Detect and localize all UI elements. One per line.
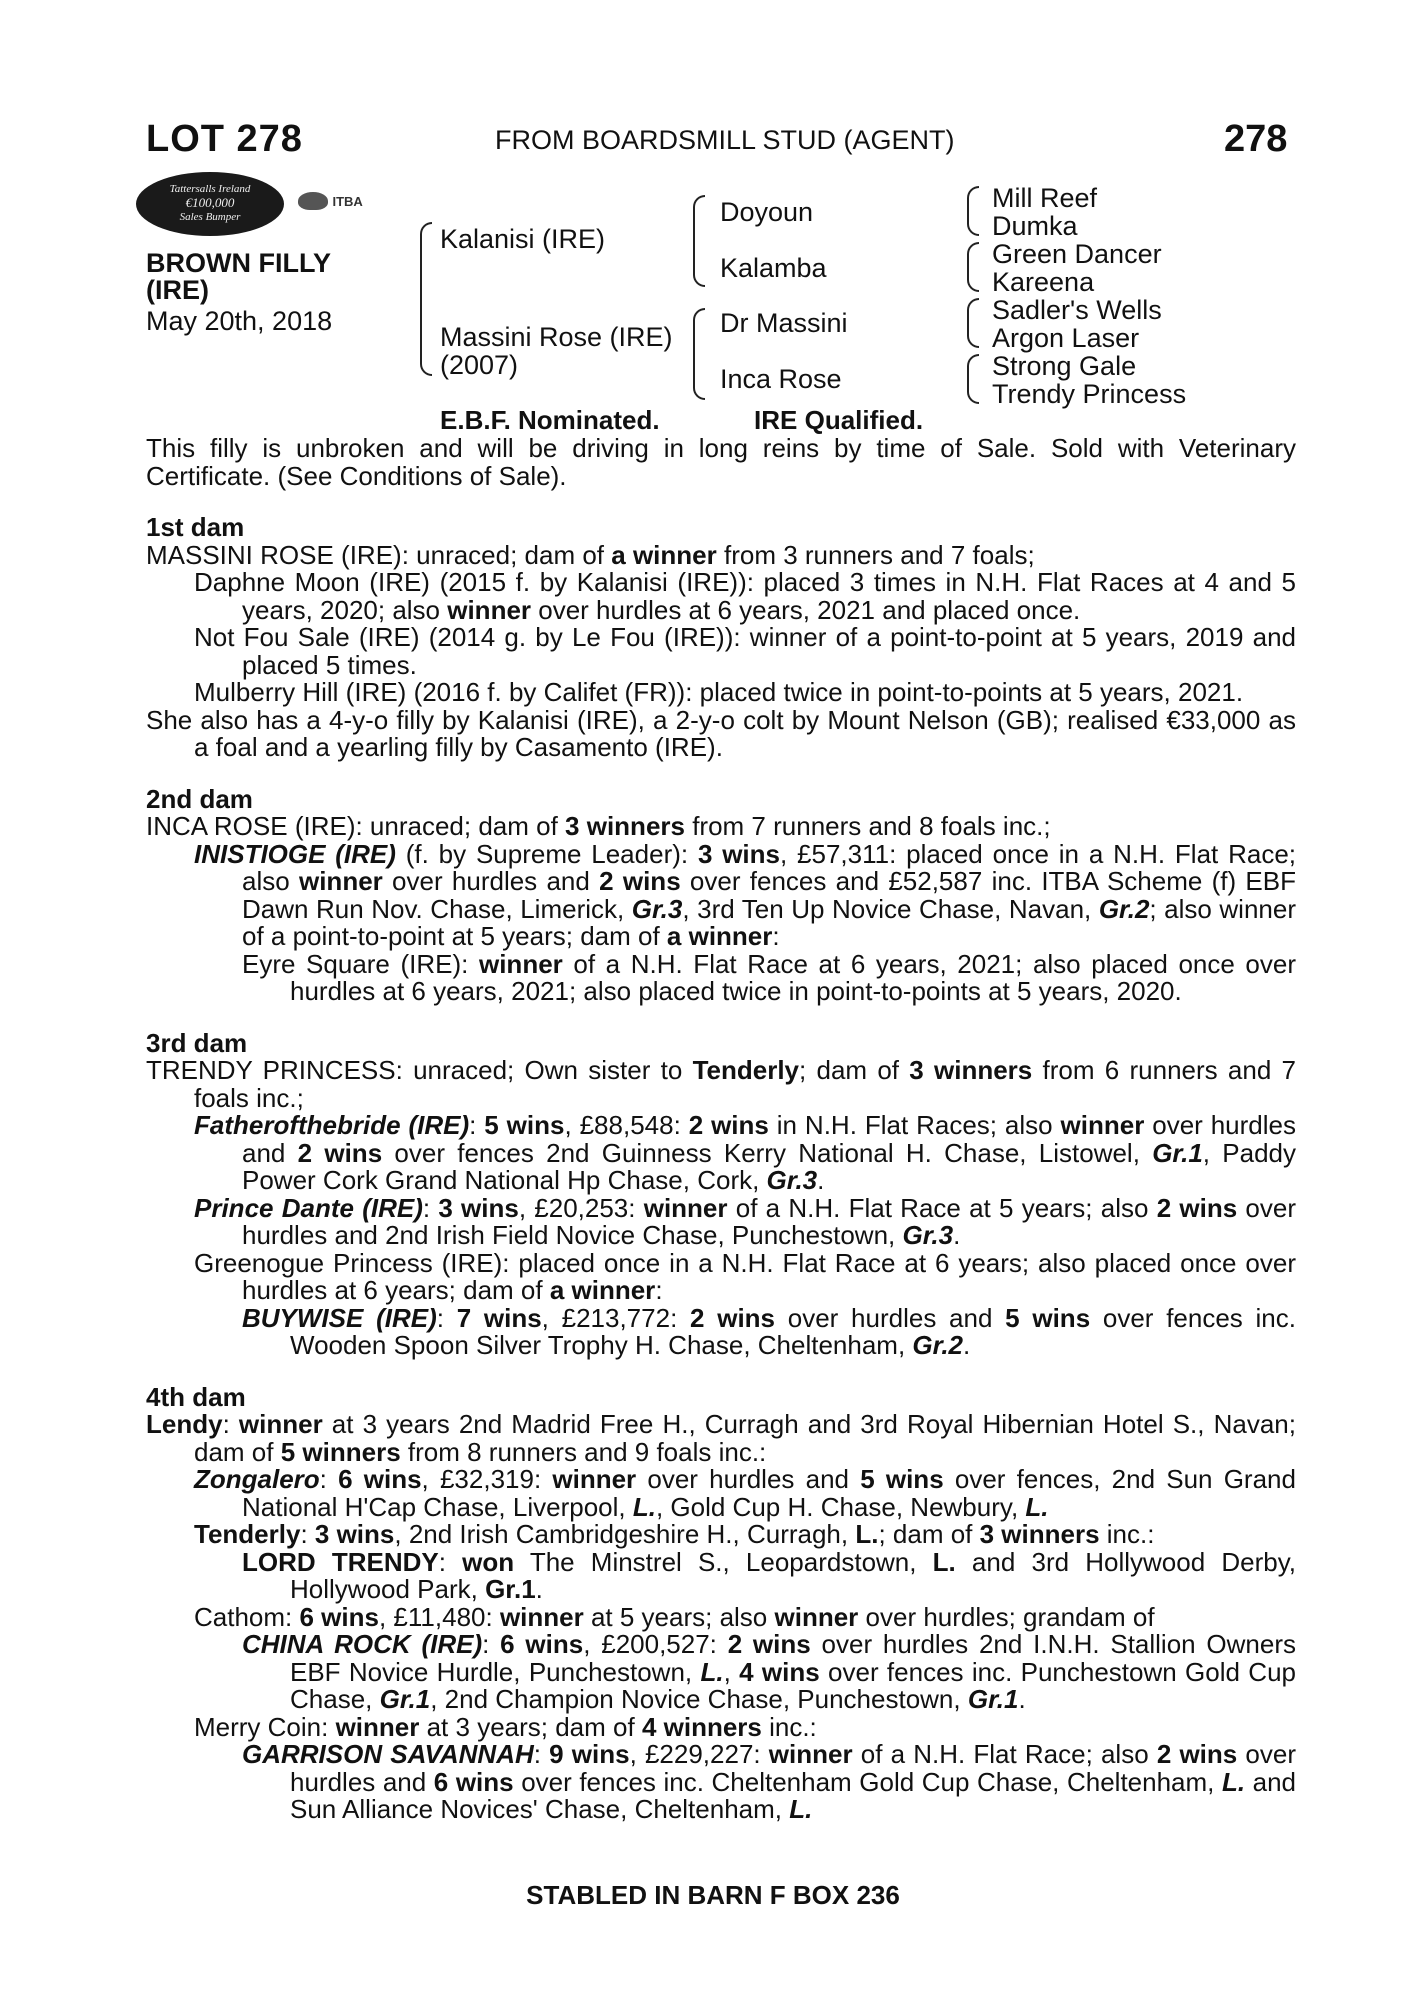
ire-qualified: IRE Qualified. xyxy=(754,405,924,435)
pedigree-brace xyxy=(967,186,979,236)
third-dam-heading: 3rd dam xyxy=(146,1027,248,1058)
produce-entry: BUYWISE (IRE): 7 wins, £213,772: 2 wins over hurdles and 5 wins over fences inc. Wooden Spoon Silver Trophy H. Chase, Cheltenham, Gr.2. xyxy=(242,1302,1296,1360)
pedigree-g7: Strong Gale xyxy=(992,351,1137,381)
sex-line: (IRE) xyxy=(146,275,209,305)
sales-bumper-badge xyxy=(136,172,284,236)
first-dam-text: MASSINI ROSE (IRE): unraced; dam of a winner from 3 runners and 7 foals; xyxy=(146,539,1035,570)
pedigree-sire-dam: Kalamba xyxy=(720,253,827,283)
pedigree-dam: Massini Rose (IRE) xyxy=(440,322,673,352)
intro-text: This filly is unbroken and will be driving in long reins by time of Sale. Sold with Veterinary Certificate. (See Conditions of Sale). xyxy=(146,433,1296,491)
produce-entry: Eyre Square (IRE): winner of a N.H. Flat Race at 6 years, 2021; also placed once over hurdles at 6 years, 2021; also placed twice in point-to-points at 5 years, 2020. xyxy=(242,948,1296,1006)
produce-entry: Greenogue Princess (IRE): placed once in a N.H. Flat Race at 6 years; also placed once over hurdles at 6 years; dam of a winner: xyxy=(194,1247,1296,1305)
lot-number: 278 xyxy=(1224,118,1288,160)
second-dam-text: INCA ROSE (IRE): unraced; dam of 3 winners from 7 runners and 8 foals inc.; xyxy=(146,811,1051,841)
nominations xyxy=(440,405,923,436)
pedigree-brace xyxy=(420,222,432,376)
ebf-nominated: E.B.F. Nominated. xyxy=(440,405,660,435)
produce-entry: Merry Coin: winner at 3 years; dam of 4 winners inc.: xyxy=(194,1711,817,1742)
itba-logo-text: ITBA xyxy=(332,193,363,209)
itba-logo-icon xyxy=(298,192,328,210)
produce-entry: Prince Dante (IRE): 3 wins, £20,253: winner of a N.H. Flat Race at 5 years; also 2 wins over hurdles and 2nd Irish Field Novice Chase, Punchestown, Gr.3. xyxy=(194,1192,1296,1250)
second-dam-heading: 2nd dam xyxy=(146,783,253,814)
horse-sex xyxy=(146,250,331,304)
pedigree-brace xyxy=(693,308,705,400)
produce-entry: Daphne Moon (IRE) (2015 f. by Kalanisi (IRE)): placed 3 times in N.H. Flat Races at 4 and 5 years, 2020; also winner over hurdles at 6 years, 2021 and placed once. xyxy=(194,567,1296,625)
pedigree-g4: Kareena xyxy=(992,267,1095,297)
pedigree-dam-dam: Inca Rose xyxy=(720,364,842,394)
catalogue-body xyxy=(146,435,1296,1824)
sex-line: BROWN FILLY xyxy=(146,248,331,278)
pedigree-sire-sire: Doyoun xyxy=(720,197,814,227)
pedigree-g5: Sadler's Wells xyxy=(992,295,1162,325)
pedigree-g8: Trendy Princess xyxy=(992,379,1187,409)
third-dam-text: TRENDY PRINCESS: unraced; Own sister to Tenderly; dam of 3 winners from 6 runners and 7 foals inc.; xyxy=(146,1055,1297,1113)
itba-logo xyxy=(298,192,428,222)
produce-entry: INISTIOGE (IRE) (f. by Supreme Leader): 3 wins, £57,311: placed once in a N.H. Flat Race; also winner over hurdles and 2 wins over fences and £52,587 inc. ITBA Scheme (f) EBF Dawn Run Nov. Chase, Limerick, Gr.3, 3rd Ten Up Novice Chase, Navan, Gr.2; also winner of a point-to-point at 5 years; dam of a winner: xyxy=(194,838,1297,951)
pedigree-dam-year: (2007) xyxy=(440,350,519,380)
first-dam-heading: 1st dam xyxy=(146,512,245,542)
produce-entry: CHINA ROCK (IRE): 6 wins, £200,527: 2 wins over hurdles 2nd I.N.H. Stallion Owners EBF Novice Hurdle, Punchestown, L., 4 wins over fences inc. Punchestown Gold Cup Chase, Gr.1, 2nd Champion Novice Chase, Punchestown, Gr.1. xyxy=(242,1629,1296,1714)
produce-entry: Cathom: 6 wins, £11,480: winner at 5 years; also winner over hurdles; grandam of xyxy=(194,1601,1155,1632)
lot-label: LOT 278 xyxy=(146,118,303,160)
pedigree-g3: Green Dancer xyxy=(992,239,1162,269)
stabling-footer: STABLED IN BARN F BOX 236 xyxy=(526,1880,900,1910)
produce-entry: LORD TRENDY: won The Minstrel S., Leopardstown, L. and 3rd Hollywood Derby, Hollywood Park, Gr.1. xyxy=(242,1546,1296,1604)
pedigree-dam-sire: Dr Massini xyxy=(720,308,848,338)
produce-entry: Zongalero: 6 wins, £32,319: winner over hurdles and 5 wins over fences, 2nd Sun Grand National H'Cap Chase, Liverpool, L., Gold Cup H. Chase, Newbury, L. xyxy=(194,1464,1296,1522)
vendor-name: FROM BOARDSMILL STUD (AGENT) xyxy=(495,125,955,155)
produce-entry: Mulberry Hill (IRE) (2016 f. by Califet (FR)): placed twice in point-to-points at 5 years, 2021. xyxy=(194,677,1244,707)
pedigree-brace xyxy=(967,242,979,292)
fourth-dam-text: Lendy: winner at 3 years 2nd Madrid Free H., Curragh and 3rd Royal Hibernian Hotel S., Navan; dam of 5 winners from 8 runners and 9 foals inc.: xyxy=(146,1409,1296,1467)
produce-entry: Fatherofthebride (IRE): 5 wins, £88,548: 2 wins in N.H. Flat Races; also winner over hurdles and 2 wins over fences 2nd Guinness Kerry National H. Chase, Listowel, Gr.1, Paddy Power Cork Grand National Hp Chase, Cork, Gr.3. xyxy=(194,1110,1297,1195)
produce-entry: GARRISON SAVANNAH: 9 wins, £229,227: winner of a N.H. Flat Race; also 2 wins over hurdles and 6 wins over fences inc. Cheltenham Gold Cup Chase, Cheltenham, L. and Sun Alliance Novices' Chase, Cheltenham, L. xyxy=(242,1739,1297,1824)
pedigree-brace xyxy=(967,354,979,404)
fourth-dam-heading: 4th dam xyxy=(146,1381,246,1412)
produce-entry: Tenderly: 3 wins, 2nd Irish Cambridgeshire H., Curragh, L.; dam of 3 winners inc.: xyxy=(194,1519,1155,1549)
pedigree-g2: Dumka xyxy=(992,211,1078,241)
badge-line: Tattersalls Ireland xyxy=(169,183,251,195)
badge-line: €100,000 xyxy=(185,195,235,210)
date-of-birth: May 20th, 2018 xyxy=(146,306,333,336)
pedigree-brace xyxy=(967,298,979,348)
pedigree-g1: Mill Reef xyxy=(992,183,1098,213)
pedigree-brace xyxy=(693,195,705,287)
pedigree-g6: Argon Laser xyxy=(992,323,1140,353)
badge-line: Sales Bumper xyxy=(179,211,241,223)
produce-note: She also has a 4-y-o filly by Kalanisi (IRE), a 2-y-o colt by Mount Nelson (GB); realised €33,000 as a foal and a yearling filly by Casamento (IRE). xyxy=(146,704,1296,762)
pedigree-sire: Kalanisi (IRE) xyxy=(440,224,606,254)
produce-entry: Not Fou Sale (IRE) (2014 g. by Le Fou (IRE)): winner of a point-to-point at 5 years, 2019 and placed 5 times. xyxy=(194,622,1296,680)
